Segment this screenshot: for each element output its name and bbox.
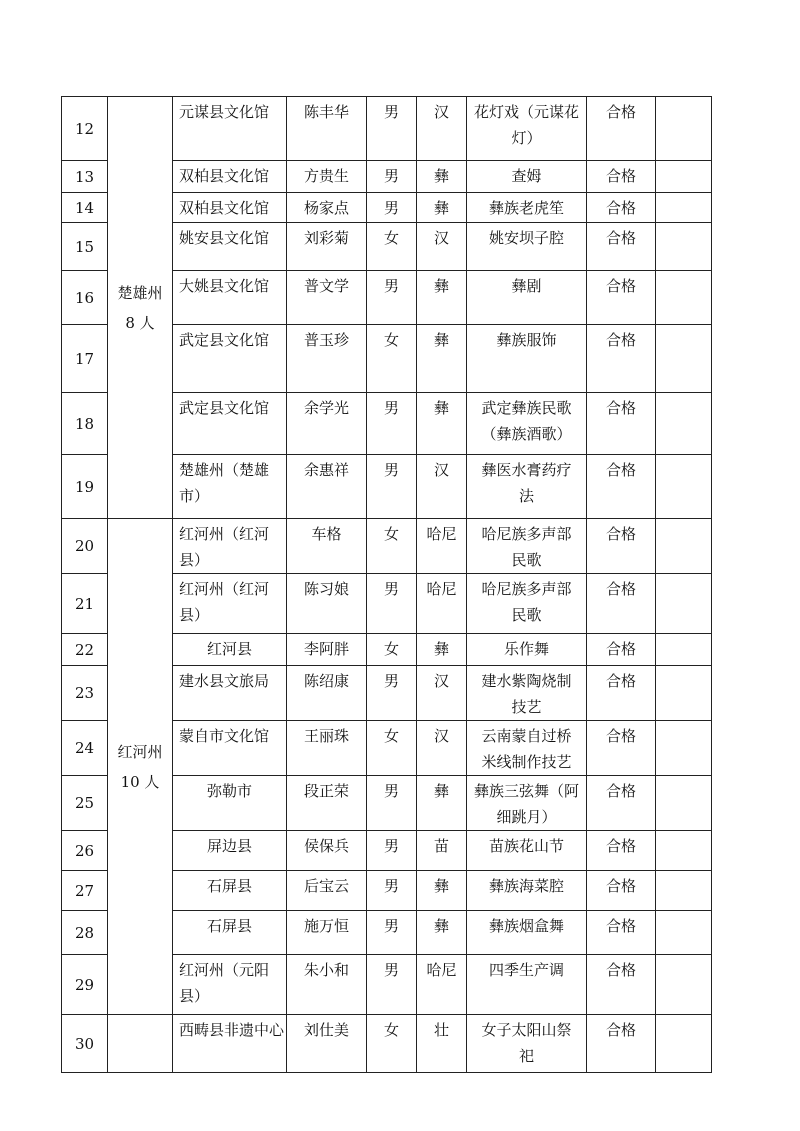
unit-cell: 大姚县文化馆: [173, 271, 287, 325]
project-line: 姚安坝子腔: [488, 229, 564, 247]
note-cell: [656, 519, 712, 574]
gender-cell: 女: [367, 634, 417, 666]
region-cell: [108, 97, 173, 519]
project-cell: [467, 393, 587, 455]
ethnicity-cell: 汉: [417, 721, 467, 776]
result-cell: 合格: [587, 831, 656, 871]
project-line: 彝族烟盒舞: [488, 917, 564, 935]
unit-cell: 姚安县文化馆: [173, 223, 287, 271]
project-line: 哈尼族多声部: [481, 525, 572, 543]
gender-cell: 女: [367, 1015, 417, 1073]
note-cell: [656, 161, 712, 193]
result-cell: 合格: [587, 1015, 656, 1073]
unit-cell: 石屏县: [173, 871, 287, 911]
project-line: 彝族三弦舞（阿: [473, 782, 579, 800]
project-cell: [467, 634, 587, 666]
note-cell: [656, 721, 712, 776]
region-cell: [108, 1015, 173, 1073]
project-line: 武定彝族民歌: [481, 399, 572, 417]
result-cell: 合格: [587, 776, 656, 831]
project-line: 彝族老虎笙: [488, 199, 564, 217]
ethnicity-cell: 彝: [417, 193, 467, 223]
row-number: 29: [62, 955, 108, 1015]
result-cell: 合格: [587, 911, 656, 955]
name-cell: 陈习娘: [287, 574, 367, 634]
name-cell: 余惠祥: [287, 455, 367, 519]
note-cell: [656, 871, 712, 911]
ethnicity-cell: 彝: [417, 325, 467, 393]
note-cell: [656, 193, 712, 223]
table-row: [62, 1015, 712, 1073]
ethnicity-cell: 彝: [417, 911, 467, 955]
row-number: 15: [62, 223, 108, 271]
unit-cell: 双柏县文化馆: [173, 161, 287, 193]
name-cell: 普文学: [287, 271, 367, 325]
project-cell: [467, 666, 587, 721]
ethnicity-cell: 彝: [417, 776, 467, 831]
gender-cell: 男: [367, 911, 417, 955]
inheritor-assessment-table: [61, 96, 712, 1073]
gender-cell: 男: [367, 831, 417, 871]
ethnicity-cell: 哈尼: [417, 519, 467, 574]
unit-cell: 元谋县文化馆: [173, 97, 287, 161]
project-line: 灯）: [511, 129, 542, 147]
name-cell: 刘彩菊: [287, 223, 367, 271]
name-cell: 陈绍康: [287, 666, 367, 721]
region-cell: [108, 519, 173, 1015]
name-cell: 普玉珍: [287, 325, 367, 393]
project-cell: [467, 871, 587, 911]
gender-cell: 男: [367, 161, 417, 193]
row-number: 26: [62, 831, 108, 871]
note-cell: [656, 97, 712, 161]
result-cell: 合格: [587, 666, 656, 721]
project-cell: [467, 721, 587, 776]
project-line: 哈尼族多声部: [481, 580, 572, 598]
project-line: 建水紫陶烧制: [481, 672, 572, 690]
unit-cell: 武定县文化馆: [173, 325, 287, 393]
ethnicity-cell: 哈尼: [417, 574, 467, 634]
project-cell: [467, 455, 587, 519]
note-cell: [656, 271, 712, 325]
name-cell: 车格: [287, 519, 367, 574]
unit-cell: 建水县文旅局: [173, 666, 287, 721]
gender-cell: 男: [367, 871, 417, 911]
ethnicity-cell: 汉: [417, 666, 467, 721]
region-name: 楚雄州: [117, 283, 163, 302]
ethnicity-cell: 哈尼: [417, 955, 467, 1015]
project-line: 查姆: [511, 167, 542, 185]
row-number: 19: [62, 455, 108, 519]
name-cell: 朱小和: [287, 955, 367, 1015]
name-cell: 余学光: [287, 393, 367, 455]
row-number: 18: [62, 393, 108, 455]
ethnicity-cell: 彝: [417, 871, 467, 911]
gender-cell: 男: [367, 97, 417, 161]
region-count: 8 人: [125, 313, 155, 332]
row-number: 21: [62, 574, 108, 634]
project-line: 细跳月）: [496, 808, 557, 826]
result-cell: 合格: [587, 271, 656, 325]
project-line: 云南蒙自过桥: [481, 727, 572, 745]
unit-cell: 红河县: [173, 634, 287, 666]
note-cell: [656, 634, 712, 666]
unit-cell: 双柏县文化馆: [173, 193, 287, 223]
note-cell: [656, 911, 712, 955]
result-cell: 合格: [587, 519, 656, 574]
project-cell: [467, 193, 587, 223]
region-count: 10 人: [120, 772, 160, 791]
unit-cell: 红河州（元阳县）: [173, 955, 287, 1015]
name-cell: 后宝云: [287, 871, 367, 911]
unit-cell: 楚雄州（楚雄市）: [173, 455, 287, 519]
gender-cell: 男: [367, 455, 417, 519]
project-line: 四季生产调: [488, 961, 564, 979]
gender-cell: 男: [367, 955, 417, 1015]
table-row: [62, 519, 712, 574]
gender-cell: 男: [367, 271, 417, 325]
unit-cell: 武定县文化馆: [173, 393, 287, 455]
name-cell: 王丽珠: [287, 721, 367, 776]
project-cell: [467, 574, 587, 634]
result-cell: 合格: [587, 97, 656, 161]
project-line: 彝族海菜腔: [488, 877, 564, 895]
unit-cell: 红河州（红河县）: [173, 574, 287, 634]
project-line: 民歌: [511, 606, 542, 624]
name-cell: 刘仕美: [287, 1015, 367, 1073]
result-cell: 合格: [587, 161, 656, 193]
ethnicity-cell: 苗: [417, 831, 467, 871]
gender-cell: 男: [367, 393, 417, 455]
project-line: 彝医水膏药疗: [481, 461, 572, 479]
project-cell: [467, 955, 587, 1015]
project-cell: [467, 776, 587, 831]
unit-cell: 弥勒市: [173, 776, 287, 831]
row-number: 13: [62, 161, 108, 193]
note-cell: [656, 325, 712, 393]
name-cell: 杨家点: [287, 193, 367, 223]
result-cell: 合格: [587, 871, 656, 911]
gender-cell: 男: [367, 776, 417, 831]
table-row: [62, 97, 712, 161]
project-cell: [467, 911, 587, 955]
row-number: 25: [62, 776, 108, 831]
gender-cell: 女: [367, 325, 417, 393]
ethnicity-cell: 彝: [417, 634, 467, 666]
name-cell: 方贵生: [287, 161, 367, 193]
name-cell: 段正荣: [287, 776, 367, 831]
project-line: 彝族服饰: [496, 331, 557, 349]
unit-cell: 屏边县: [173, 831, 287, 871]
result-cell: 合格: [587, 955, 656, 1015]
gender-cell: 男: [367, 193, 417, 223]
row-number: 22: [62, 634, 108, 666]
result-cell: 合格: [587, 193, 656, 223]
ethnicity-cell: 彝: [417, 271, 467, 325]
result-cell: 合格: [587, 393, 656, 455]
row-number: 17: [62, 325, 108, 393]
result-cell: 合格: [587, 634, 656, 666]
gender-cell: 女: [367, 721, 417, 776]
row-number: 20: [62, 519, 108, 574]
row-number: 23: [62, 666, 108, 721]
gender-cell: 女: [367, 519, 417, 574]
name-cell: 陈丰华: [287, 97, 367, 161]
gender-cell: 男: [367, 666, 417, 721]
project-cell: [467, 223, 587, 271]
unit-cell: 石屏县: [173, 911, 287, 955]
project-line: 苗族花山节: [488, 837, 564, 855]
ethnicity-cell: 彝: [417, 393, 467, 455]
gender-cell: 男: [367, 574, 417, 634]
note-cell: [656, 1015, 712, 1073]
project-cell: [467, 97, 587, 161]
result-cell: 合格: [587, 325, 656, 393]
project-line: 法: [518, 487, 534, 505]
unit-cell: 红河州（红河县）: [173, 519, 287, 574]
name-cell: 李阿胖: [287, 634, 367, 666]
project-cell: [467, 161, 587, 193]
ethnicity-cell: 壮: [417, 1015, 467, 1073]
ethnicity-cell: 汉: [417, 97, 467, 161]
region-name: 红河州: [117, 742, 163, 761]
unit-cell: 蒙自市文化馆: [173, 721, 287, 776]
name-cell: 侯保兵: [287, 831, 367, 871]
project-line: 彝剧: [511, 277, 542, 295]
row-number: 14: [62, 193, 108, 223]
result-cell: 合格: [587, 721, 656, 776]
row-number: 28: [62, 911, 108, 955]
project-cell: [467, 1015, 587, 1073]
project-cell: [467, 519, 587, 574]
row-number: 12: [62, 97, 108, 161]
note-cell: [656, 955, 712, 1015]
ethnicity-cell: 汉: [417, 223, 467, 271]
note-cell: [656, 455, 712, 519]
project-cell: [467, 831, 587, 871]
note-cell: [656, 776, 712, 831]
row-number: 27: [62, 871, 108, 911]
project-line: 女子太阳山祭: [481, 1021, 572, 1039]
ethnicity-cell: 汉: [417, 455, 467, 519]
gender-cell: 女: [367, 223, 417, 271]
result-cell: 合格: [587, 574, 656, 634]
row-number: 16: [62, 271, 108, 325]
row-number: 24: [62, 721, 108, 776]
row-number: 30: [62, 1015, 108, 1073]
note-cell: [656, 393, 712, 455]
project-line: 乐作舞: [503, 640, 549, 658]
project-cell: [467, 325, 587, 393]
note-cell: [656, 223, 712, 271]
project-line: 技艺: [511, 698, 542, 716]
project-line: 民歌: [511, 551, 542, 569]
unit-cell: 西畴县非遗中心: [173, 1015, 287, 1073]
note-cell: [656, 831, 712, 871]
note-cell: [656, 574, 712, 634]
result-cell: 合格: [587, 223, 656, 271]
name-cell: 施万恒: [287, 911, 367, 955]
project-cell: [467, 271, 587, 325]
result-cell: 合格: [587, 455, 656, 519]
project-line: 花灯戏（元谋花: [473, 103, 579, 121]
table-body: [62, 97, 712, 1073]
note-cell: [656, 666, 712, 721]
project-line: 米线制作技艺: [481, 753, 572, 771]
project-line: （彝族酒歌）: [481, 425, 572, 443]
ethnicity-cell: 彝: [417, 161, 467, 193]
project-line: 祀: [518, 1047, 534, 1065]
